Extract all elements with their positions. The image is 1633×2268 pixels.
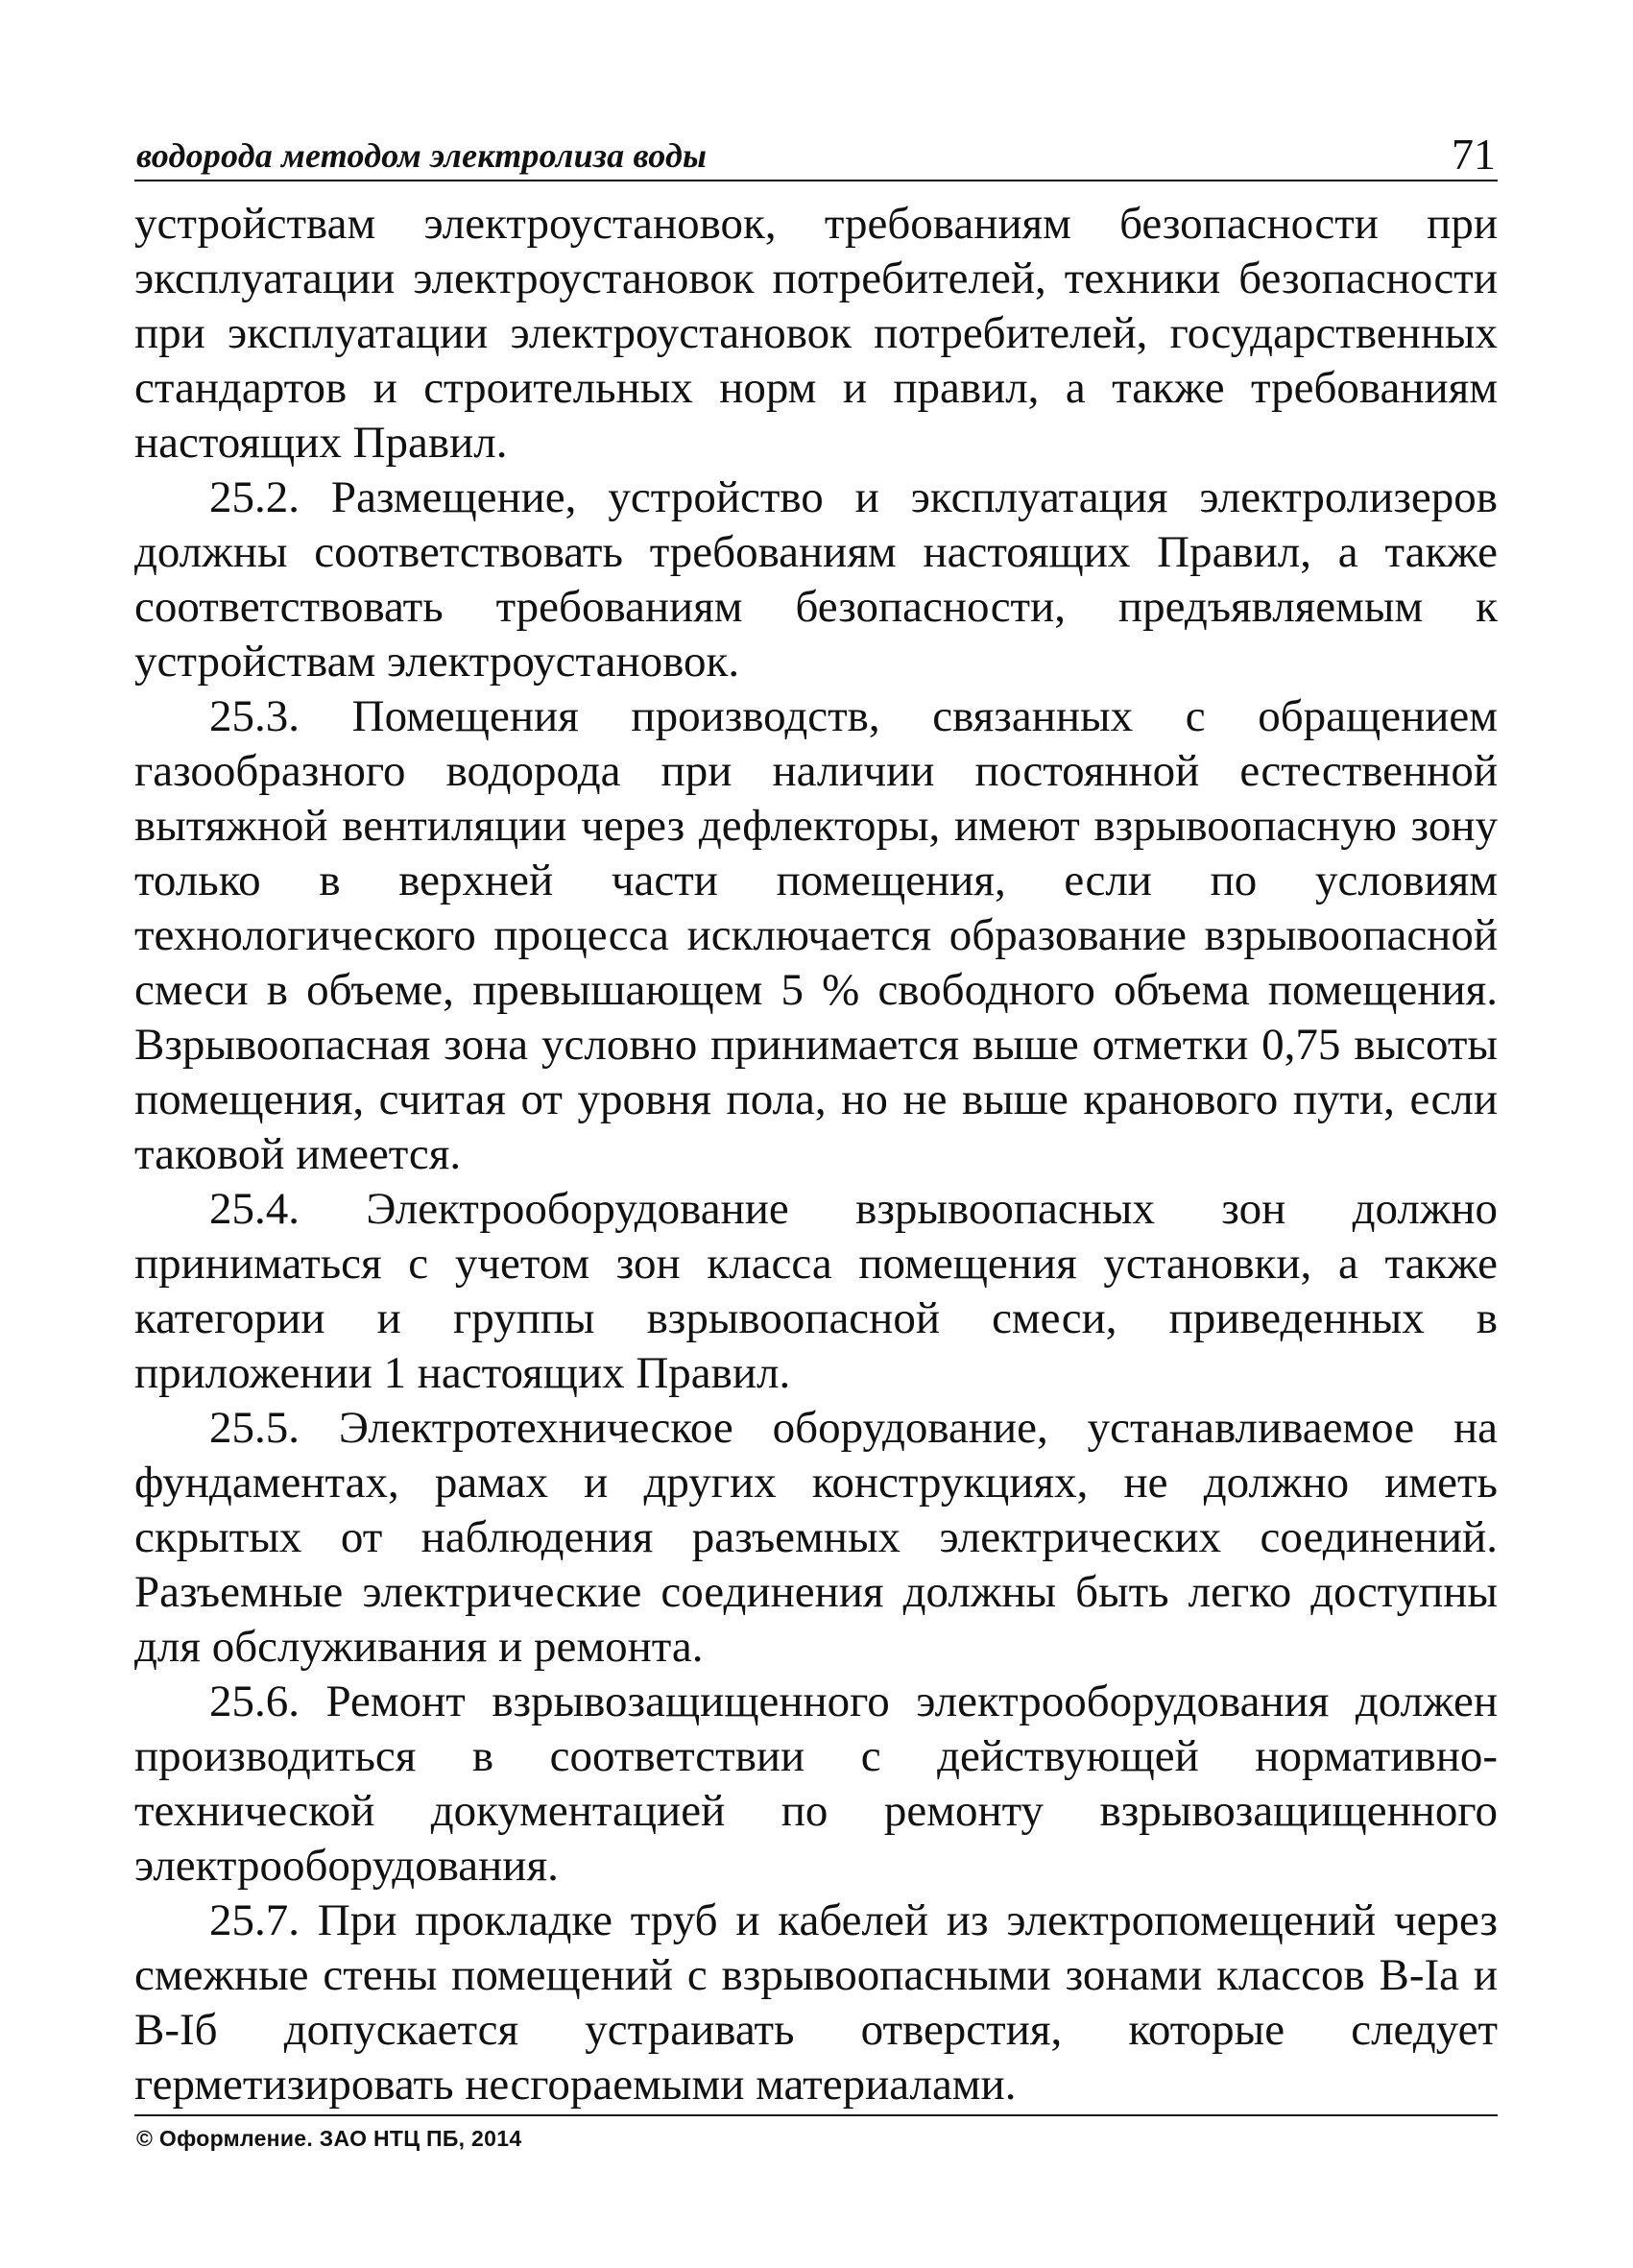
copyright-notice: © Оформление. ЗАО НТЦ ПБ, 2014: [136, 2126, 522, 2151]
paragraph-25-4: 25.4. Электрооборудование взрывоопасных зон должно приниматься с учетом зон класса помещения установки, а также категории и группы взрывоопасной смеси, приведенных в приложении 1 настоящих Правил.: [134, 1184, 1498, 1398]
paragraph-25-7: 25.7. При прокладке труб и кабелей из электропомещений через смежные стены помещений с взрывоопасными зонами классов В-Iа и В-Iб допускается устраивать отверстия, которые следует герметизировать несгораемыми материалами.: [134, 1895, 1498, 2110]
paragraph-continuation: устройствам электроустановок, требованиям безопасности при эксплуатации электроустановок потребителей, техники безопасности при эксплуатации электроустановок потребителей, государственных стандартов и строительных норм и правил, а также требованиям настоящих Правил.: [134, 199, 1498, 468]
page-number: 71: [1452, 130, 1496, 179]
paragraph-25-6: 25.6. Ремонт взрывозащищенного электрооборудования должен производиться в соответствии с действующей нормативно-технической документацией по ремонту взрывозащищенного электрооборудования.: [134, 1677, 1498, 1891]
document-page: [134, 120, 1498, 2112]
paragraph-25-5: 25.5. Электротехническое оборудование, устанавливаемое на фундаментах, рамах и других конструкциях, не должно иметь скрытых от наблюдения разъемных электрических соединений. Разъемные электрические соединения должны быть легко доступны для обслуживания и ремонта.: [134, 1403, 1498, 1672]
page-footer: [134, 2114, 1498, 2152]
running-header: [134, 120, 1498, 181]
paragraph-25-2: 25.2. Размещение, устройство и эксплуатация электролизеров должны соответствовать требованиям настоящих Правил, а также соответствовать требованиям безопасности, предъявляемым к устройствам электроустановок.: [134, 472, 1498, 687]
running-header-title: водорода методом электролиза воды: [136, 136, 708, 175]
paragraph-25-3: 25.3. Помещения производств, связанных с обращением газообразного водорода при наличии постоянной естественной вытяжной вентиляции через дефлекторы, имеют взрывоопасную зону только в верхней части помещения, если по условиям технологического процесса исключается образование взрывоопасной смеси в объеме, превышающем 5 % свободного объема помещения. Взрывоопасная зона условно принимается выше отметки 0,75 высоты помещения, считая от уровня пола, но не выше кранового пути, если таковой имеется.: [134, 691, 1498, 1179]
body-text: [134, 197, 1498, 2112]
